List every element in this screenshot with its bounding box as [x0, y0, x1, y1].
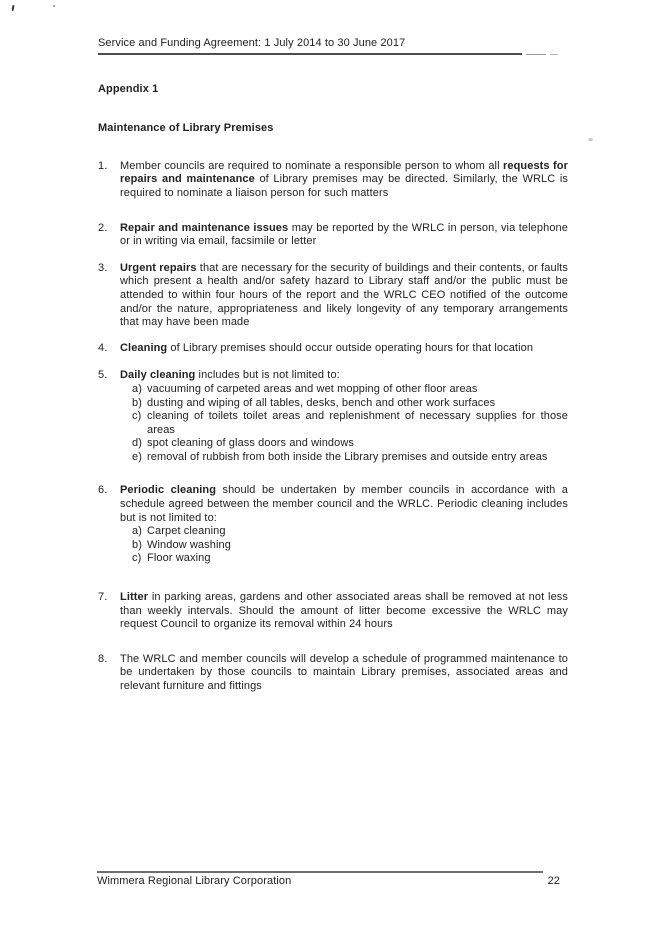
- item-text-run: of Library premises may be directed. Similarly, the WRLC is required to nominate a liaison person for such matters: [120, 173, 569, 199]
- sub-item-text: removal of rubbish from both inside the Library premises and outside entry areas: [147, 450, 548, 463]
- sub-item-letter: e): [132, 450, 142, 463]
- sub-item-letter: c): [132, 552, 142, 565]
- item-text-run: should be undertaken by member councils in accordance with a schedule agreed between the member council and the WRLC. Periodic cleaning includes but is not limited to:: [120, 484, 568, 524]
- item-number: 5.: [98, 369, 108, 382]
- appendix-label: Appendix 1: [98, 82, 159, 95]
- sub-item-letter: b): [132, 538, 142, 551]
- list-item: [98, 653, 568, 694]
- sub-item-text: cleaning of toilets toilet areas and replenishment of necessary supplies for those areas: [147, 410, 568, 436]
- list-item: [98, 222, 568, 249]
- list-item: [98, 262, 568, 330]
- item-text-bold-run: Periodic cleaning: [120, 484, 217, 497]
- sub-item-letter: c): [132, 410, 142, 423]
- sub-item: [132, 525, 568, 539]
- sub-item-letter: d): [132, 437, 142, 450]
- list-item: [98, 369, 568, 464]
- sub-item-text: Window washing: [147, 538, 231, 551]
- item-number: 7.: [98, 591, 108, 604]
- item-number: 8.: [98, 652, 108, 665]
- sub-item-letter: a): [132, 382, 142, 395]
- item-number: 6.: [98, 484, 108, 497]
- item-text-bold-run: Daily cleaning: [120, 369, 196, 382]
- item-text-run: The WRLC and member councils will develop a schedule of programmed maintenance to be undertaken by those councils to maintain Library premises, associated areas and relevant furniture and fittings: [120, 652, 568, 692]
- item-text-run: that are necessary for the security of buildings and their contents, or faults which present a health and/or safety hazard to Library staff and/or the public must be attended to within four hours of the report and the WRLC CEO notified of the outcome and/or the nature, appropriateness and likely longevity of any temporary arrangements that may have been made: [120, 261, 569, 329]
- list-item: [98, 342, 568, 356]
- sub-item: [132, 539, 568, 553]
- item-text-run: Member councils are required to nominate a responsible person to whom all: [120, 159, 503, 172]
- item-text: [120, 369, 568, 464]
- footer-organization: Wimmera Regional Library Corporation: [97, 875, 292, 887]
- item-number: 4.: [98, 341, 108, 354]
- sub-item-text: Floor waxing: [147, 552, 211, 565]
- section-title: Maintenance of Library Premises: [98, 122, 274, 135]
- page-content: [98, 37, 568, 694]
- item-text-run: in parking areas, gardens and other associated areas shall be removed at not less than weekly intervals. Should the amount of litter become excessive the WRLC may request Council to organize its removal within 24 hours: [120, 591, 568, 631]
- page-number: 22: [547, 875, 560, 887]
- item-text-run: may be reported by the WRLC in person, via telephone or in writing via email, facsimile or letter: [120, 221, 568, 248]
- footer-rule: [97, 871, 543, 873]
- item-text: [120, 222, 568, 249]
- sub-item-letter: a): [132, 525, 142, 538]
- list-item: [98, 591, 568, 632]
- item-number: 2.: [98, 221, 108, 234]
- scan-artifact-dot: [53, 5, 55, 7]
- list-item: [98, 160, 568, 201]
- numbered-list: [98, 160, 568, 694]
- item-text-bold-run: requests for repairs and maintenance: [120, 159, 568, 186]
- sub-item: [132, 397, 568, 411]
- sub-item-text: vacuuming of carpeted areas and wet mopping of other floor areas: [147, 382, 478, 395]
- item-text: [120, 160, 568, 201]
- list-item: [98, 484, 568, 566]
- sub-item-letter: b): [132, 396, 142, 409]
- scan-artifact-tick: [11, 5, 14, 11]
- sub-item: [132, 437, 568, 451]
- item-text-bold-run: Repair and maintenance issues: [120, 221, 289, 234]
- item-text: [120, 591, 568, 632]
- page-footer: [97, 871, 560, 889]
- item-text-run: includes but is not limited to:: [195, 369, 340, 382]
- item-text: [120, 262, 568, 330]
- item-number: 1.: [98, 159, 108, 172]
- running-header: Service and Funding Agreement: 1 July 2014 to 30 June 2017: [98, 37, 522, 55]
- sub-item: [132, 451, 568, 465]
- item-text: [120, 653, 568, 694]
- item-number: 3.: [98, 261, 108, 274]
- sub-list: [132, 383, 568, 465]
- sub-item: [132, 552, 568, 566]
- item-text-bold-run: Cleaning: [120, 341, 168, 354]
- sub-list: [132, 525, 568, 566]
- sub-item-text: dusting and wiping of all tables, desks, bench and other work surfaces: [147, 396, 496, 409]
- sub-item-text: spot cleaning of glass doors and windows: [147, 437, 355, 450]
- item-text-run: of Library premises should occur outside operating hours for that location: [167, 341, 534, 354]
- sub-item-text: Carpet cleaning: [147, 525, 226, 538]
- item-text-bold-run: Litter: [120, 591, 149, 604]
- item-text-bold-run: Urgent repairs: [120, 261, 197, 274]
- sub-item: [132, 383, 568, 397]
- item-text: [120, 342, 568, 356]
- footer-row: [97, 875, 560, 889]
- scan-artifact-speck: [588, 138, 593, 141]
- sub-item: [132, 410, 568, 437]
- item-text: [120, 484, 568, 566]
